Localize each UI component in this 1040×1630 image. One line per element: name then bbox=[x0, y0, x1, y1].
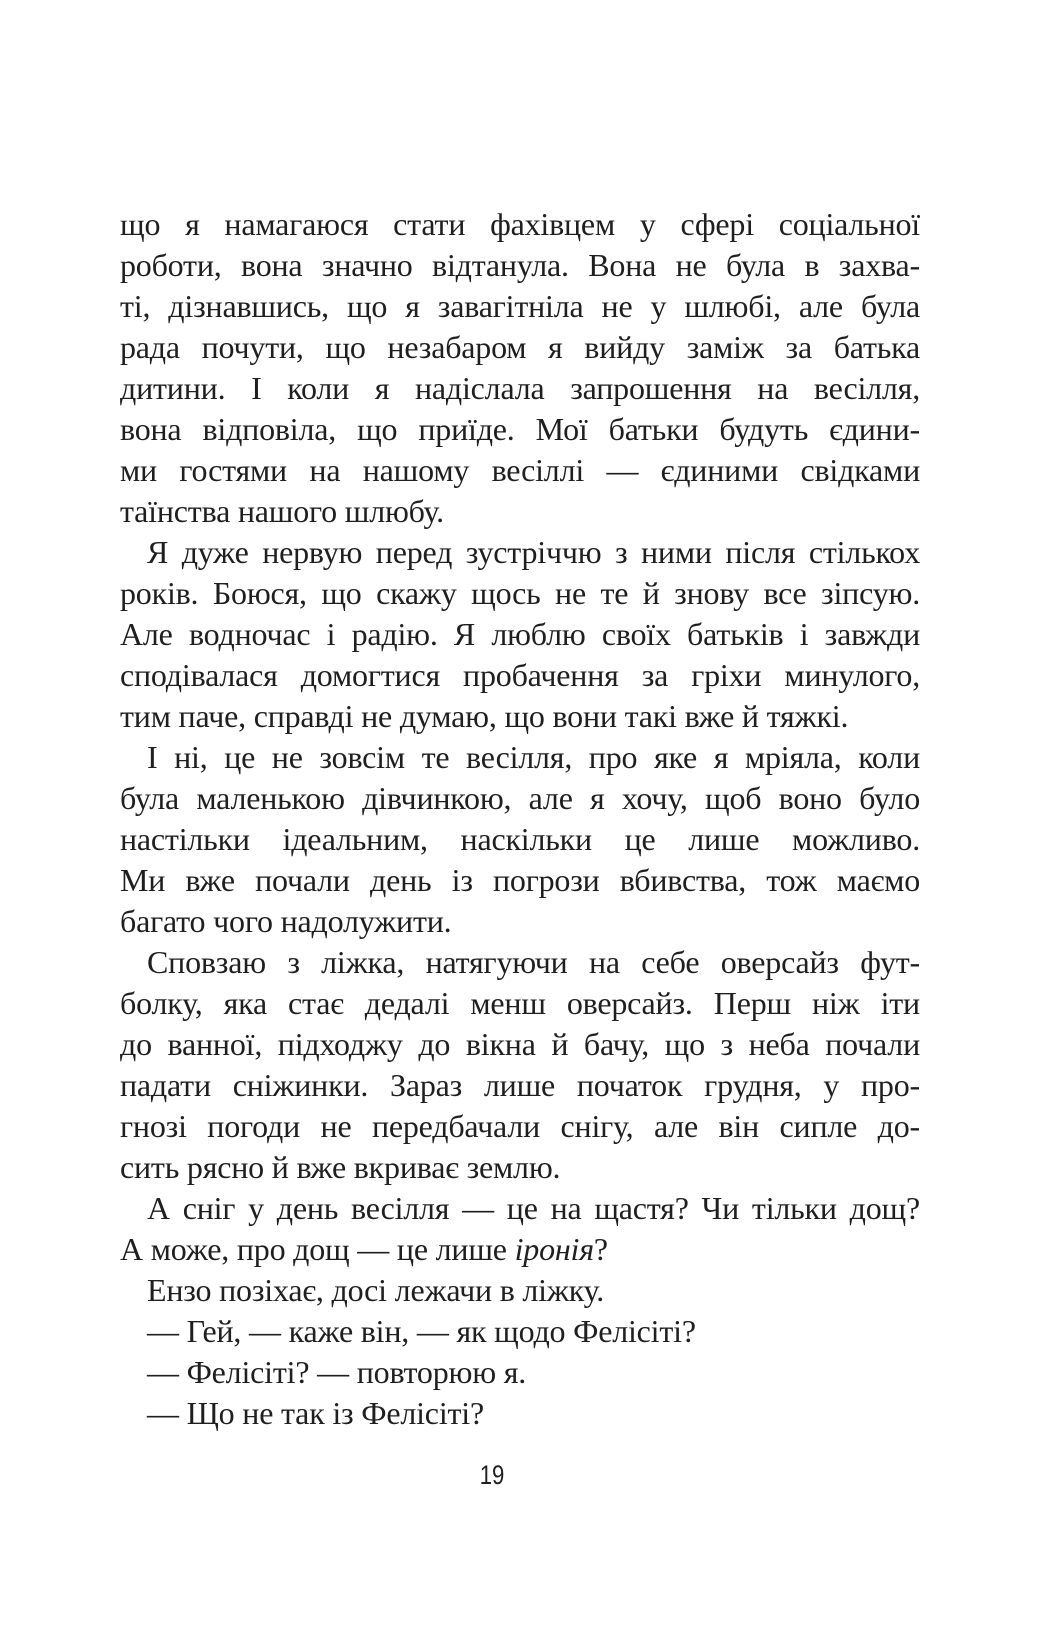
text-line bbox=[120, 327, 920, 368]
text-segment: сподівалася домогтися пробачення за гріхи минулого, bbox=[120, 657, 920, 693]
text-line bbox=[120, 1065, 920, 1106]
text-segment: років. Боюся, що скажу щось не те й знову все зіпсую. bbox=[120, 575, 920, 611]
text-segment: рада почути, що незабаром я вийду заміж за батька bbox=[120, 329, 920, 365]
text-segment: ? bbox=[593, 1231, 608, 1267]
paragraph bbox=[120, 942, 920, 1188]
text-segment: дитини. І коли я надіслала запрошення на весілля, bbox=[120, 370, 920, 406]
text-line bbox=[120, 1352, 920, 1393]
text-line bbox=[120, 573, 920, 614]
text-segment: тим паче, справді не думаю, що вони такі вже й тяжкі. bbox=[120, 698, 849, 734]
text-line bbox=[120, 983, 920, 1024]
text-segment: гнозі погоди не передбачали снігу, але він сипле до- bbox=[120, 1108, 920, 1144]
text-segment: — Що не так із Фелісіті? bbox=[147, 1395, 484, 1431]
text-segment: Ми вже почали день із погрози вбивства, тож маємо bbox=[120, 862, 920, 898]
text-segment: болку, яка стає дедалі менш оверсайз. Перш ніж іти bbox=[120, 985, 920, 1021]
text-segment: ми гостями на нашому весіллі — єдиними свідками bbox=[120, 452, 920, 488]
text-segment: була маленькою дівчинкою, але я хочу, щоб воно було bbox=[120, 780, 920, 816]
page-number: 19 bbox=[479, 1460, 505, 1490]
text-line bbox=[120, 860, 920, 901]
text-line bbox=[120, 532, 920, 573]
text-line bbox=[120, 245, 920, 286]
text-line bbox=[120, 614, 920, 655]
text-line bbox=[120, 942, 920, 983]
text-line bbox=[120, 1229, 920, 1270]
paragraph bbox=[120, 532, 920, 737]
text-line bbox=[120, 1147, 920, 1188]
paragraph bbox=[120, 1352, 920, 1393]
text-segment: до ванної, підходжу до вікна й бачу, що з неба почали bbox=[120, 1026, 920, 1062]
text-segment: що я намагаюся стати фахівцем у сфері соціальної bbox=[120, 206, 920, 242]
text-segment: ті, дізнавшись, що я завагітніла не у шлюбі, але була bbox=[120, 288, 920, 324]
text-line bbox=[120, 450, 920, 491]
text-segment: роботи, вона значно відтанула. Вона не була в захва- bbox=[120, 247, 920, 283]
text-segment: А сніг у день весілля — це на щастя? Чи тільки дощ? bbox=[147, 1190, 920, 1226]
page-text bbox=[120, 204, 920, 1434]
italic-text: іронія bbox=[514, 1231, 594, 1267]
text-line bbox=[120, 491, 920, 532]
text-segment: таїнства нашого шлюбу. bbox=[120, 493, 444, 529]
text-line bbox=[120, 901, 920, 942]
text-segment: багато чого надолужити. bbox=[120, 903, 452, 939]
paragraph bbox=[120, 1311, 920, 1352]
paragraph bbox=[120, 1393, 920, 1434]
text-line bbox=[120, 819, 920, 860]
text-line bbox=[120, 1270, 920, 1311]
paragraph bbox=[120, 737, 920, 942]
text-segment: Я дуже нервую перед зустріччю з ними після стількох bbox=[147, 534, 920, 570]
text-segment: І ні, це не зовсім те весілля, про яке я мріяла, коли bbox=[147, 739, 920, 775]
text-segment: — Гей, — каже він, — як щодо Фелісіті? bbox=[147, 1313, 696, 1349]
text-segment: вона відповіла, що приїде. Мої батьки будуть єдини- bbox=[120, 411, 920, 447]
text-line bbox=[120, 655, 920, 696]
text-line bbox=[120, 1188, 920, 1229]
text-line bbox=[120, 409, 920, 450]
text-line bbox=[120, 1311, 920, 1352]
paragraph bbox=[120, 1270, 920, 1311]
text-segment: сить рясно й вже вкриває землю. bbox=[120, 1149, 561, 1185]
text-line bbox=[120, 1106, 920, 1147]
page-number-container bbox=[0, 1460, 984, 1490]
text-line bbox=[120, 1024, 920, 1065]
text-segment: настільки ідеальним, наскільки це лише можливо. bbox=[120, 821, 920, 857]
text-segment: Але водночас і радію. Я люблю своїх батьків і завжди bbox=[120, 616, 920, 652]
text-segment: А може, про дощ — це лише bbox=[120, 1231, 515, 1267]
text-line bbox=[120, 696, 920, 737]
text-segment: падати сніжинки. Зараз лише початок грудня, у про- bbox=[120, 1067, 920, 1103]
text-segment: Сповзаю з ліжка, натягуючи на себе оверсайз фут- bbox=[147, 944, 920, 980]
text-segment: — Фелісіті? — повторюю я. bbox=[147, 1354, 527, 1390]
text-segment: Ензо позіхає, досі лежачи в ліжку. bbox=[147, 1272, 605, 1308]
text-line bbox=[120, 1393, 920, 1434]
text-line bbox=[120, 778, 920, 819]
paragraph bbox=[120, 204, 920, 532]
text-line bbox=[120, 204, 920, 245]
text-line bbox=[120, 286, 920, 327]
paragraph bbox=[120, 1188, 920, 1270]
text-line bbox=[120, 737, 920, 778]
text-line bbox=[120, 368, 920, 409]
